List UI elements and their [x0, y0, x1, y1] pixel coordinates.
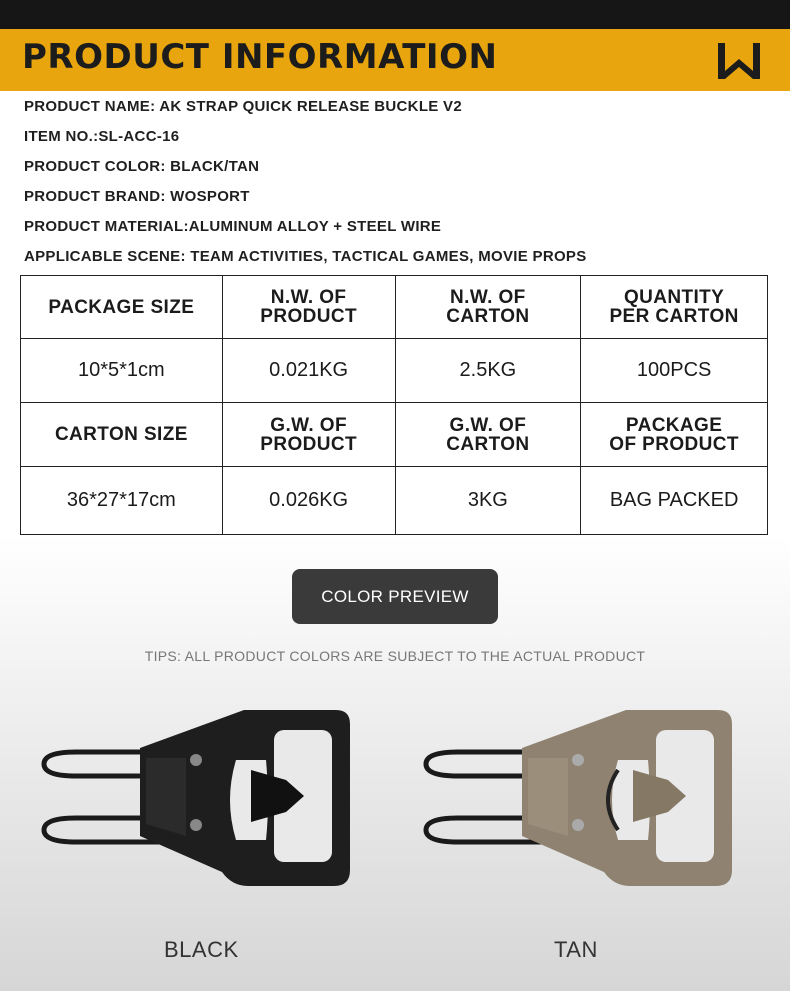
top-dark-bar	[0, 0, 790, 29]
product-info-list	[24, 96, 764, 276]
package-of-product-value: BAG PACKED	[581, 466, 768, 534]
package-size-value: 10*5*1cm	[21, 339, 223, 403]
product-color-line: PRODUCT COLOR: BLACK/TAN	[24, 158, 260, 175]
nw-product-header: N.W. OF PRODUCT	[222, 276, 395, 339]
gw-carton-header: G.W. OF CARTON	[395, 403, 581, 466]
tan-color-label: TAN	[554, 937, 598, 962]
product-brand-line: PRODUCT BRAND: WOSPORT	[24, 188, 250, 205]
carton-size-header: CARTON SIZE	[21, 403, 223, 466]
spec-value-row	[21, 466, 768, 534]
product-name-line: PRODUCT NAME: AK STRAP QUICK RELEASE BUCKLE V2	[24, 98, 462, 115]
quantity-per-carton-value: 100PCS	[581, 339, 768, 403]
item-number-line: ITEM NO.:SL-ACC-16	[24, 128, 180, 145]
nw-carton-header: N.W. OF CARTON	[395, 276, 581, 339]
color-preview-button[interactable]: COLOR PREVIEW	[292, 569, 498, 624]
applicable-scene-line: APPLICABLE SCENE: TEAM ACTIVITIES, TACTICAL GAMES, MOVIE PROPS	[24, 248, 587, 265]
brand-w-logo-icon	[716, 41, 762, 81]
gw-product-header: G.W. OF PRODUCT	[222, 403, 395, 466]
product-information-banner	[0, 29, 790, 91]
carton-size-value: 36*27*17cm	[21, 466, 223, 534]
spec-header-row	[21, 276, 768, 339]
tan-buckle-image	[418, 700, 758, 900]
package-size-header: PACKAGE SIZE	[21, 276, 223, 339]
quantity-per-carton-header: QUANTITY PER CARTON	[581, 276, 768, 339]
nw-carton-value: 2.5KG	[395, 339, 581, 403]
package-of-product-header: PACKAGE OF PRODUCT	[581, 403, 768, 466]
product-material-line: PRODUCT MATERIAL:ALUMINUM ALLOY + STEEL WIRE	[24, 218, 442, 235]
gw-carton-value: 3KG	[395, 466, 581, 534]
black-color-label: BLACK	[164, 937, 239, 962]
black-buckle-image	[36, 700, 376, 900]
gw-product-value: 0.026KG	[222, 466, 395, 534]
nw-product-value: 0.021KG	[222, 339, 395, 403]
banner-title: PRODUCT INFORMATION	[22, 37, 498, 77]
spec-value-row	[21, 339, 768, 403]
color-tips-text: TIPS: ALL PRODUCT COLORS ARE SUBJECT TO THE ACTUAL PRODUCT	[144, 648, 646, 664]
spec-header-row	[21, 403, 768, 466]
spec-table	[20, 275, 768, 535]
